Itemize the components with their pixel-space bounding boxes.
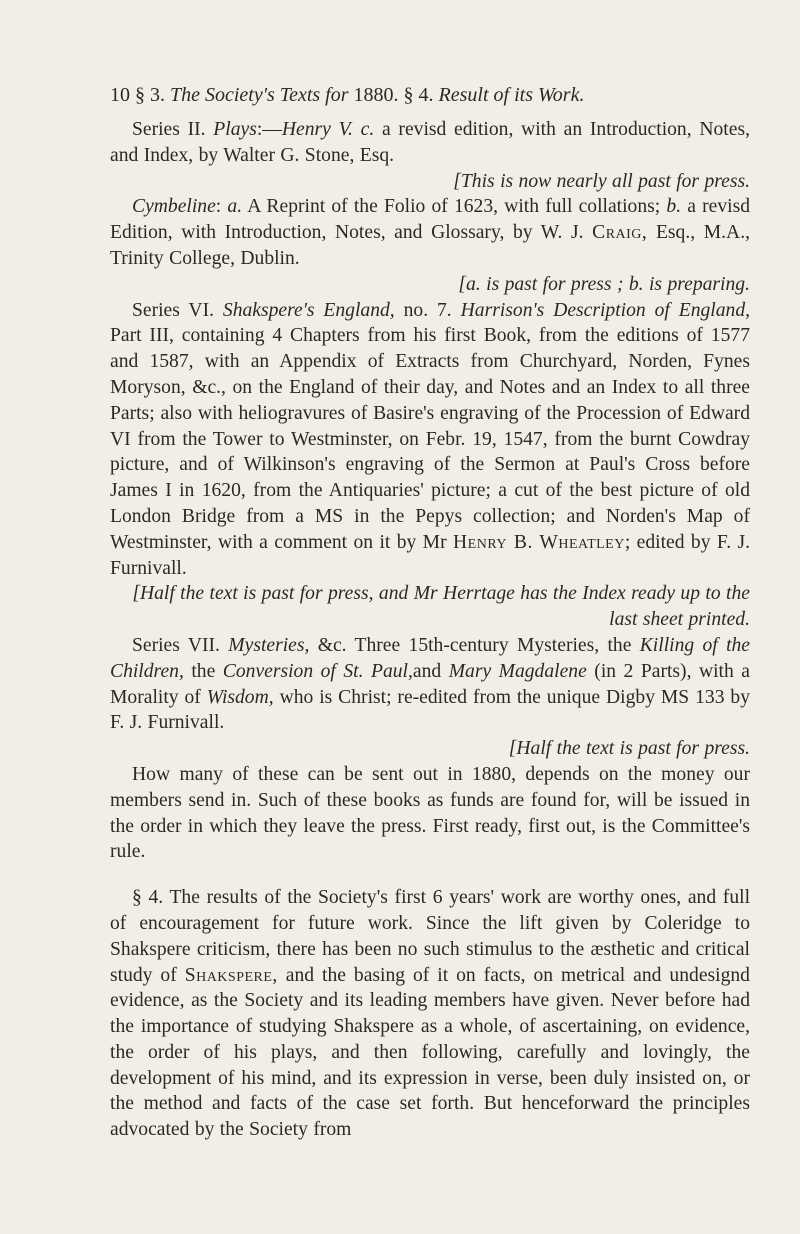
cymbeline-paragraph: Cymbeline: a. A Reprint of the Folio of 1623, with full collations; b. a revisd Edition, with Introduction, Notes, and Glossary, by W. J. Craig, Esq., M.A., Trinity College, Dublin. [a. is past for press ; b. is preparing. [110, 194, 750, 297]
series-7-paragraph [110, 633, 750, 762]
series-6-paragraph [110, 298, 750, 633]
section-gap [110, 865, 750, 885]
body-text [110, 117, 750, 1143]
wisdom-title: Wisdom, [206, 686, 274, 708]
word-and: and [412, 660, 442, 682]
wheatley-name: Henry B. Wheatley [453, 531, 625, 553]
cym-end: Esq., M.A., Trinity College, Dublin. [110, 222, 750, 269]
series-7-text-2: (in 2 Parts), with a Morality of [110, 660, 750, 708]
henry-c: c. [360, 119, 375, 140]
header-title-right: Result of its Work. [438, 84, 585, 106]
cym-a-text: A Reprint of the Folio of 1623, with full collations; [247, 196, 661, 218]
shakspere-england-title: Shakspere's England, [222, 299, 395, 321]
section-4-paragraph [110, 885, 750, 1143]
section-mark: § 3. [135, 84, 165, 106]
word-the: the [191, 660, 216, 682]
plays-title: Plays [213, 119, 257, 140]
series-2-paragraph: Series II. Plays:—Henry V. c. a revisd edition, with an Introduction, Notes, and Index, by Walter G. Stone, Esq. [This is now nearly all past for press. [110, 117, 750, 194]
cym-b: b. [666, 196, 682, 218]
how-many-paragraph: How many of these can be sent out in 1880, depends on the money our members send in. Such of these books as funds are found for, will be issued in the order in which they leave the press. First ready, first out, is the Committee's rule. [110, 763, 750, 863]
mysteries-title: Mysteries, [228, 634, 310, 656]
page-number: 10 [110, 84, 130, 106]
series-6-no: no. 7. [403, 299, 452, 321]
series-6-text-end: ; edited by F. J. Furnivall. [110, 531, 750, 579]
henry-text: a revisd edition, with an Introduction, Notes, and Index, by Walter G. Stone, Esq. [110, 119, 750, 166]
killing-title: Killing of the Children, [110, 634, 751, 682]
running-header [110, 82, 750, 108]
henry-title: Henry V. [281, 119, 353, 140]
cym-a: a. [227, 196, 243, 218]
craig-name: Craig, [592, 222, 648, 244]
henry-note: [This is now nearly all past for press. [453, 170, 750, 192]
section-4-text-2: and the basing of it on facts, on metrical and undesignd evidence, as the Society and its leading members have given. Never before had the importance of studying Shakspere as a whole, of ascertaining, on evidence, the order of his plays, and then following, carefully and lovingly, the development of his mind, and its expression in verse, been duly insisted on, or the method and facts of the case set forth. But henceforward the principles advocated by the Society from [110, 964, 750, 1141]
section-mark-2: § 4. [403, 84, 434, 106]
series-6-note: [Half the text is past for press, and Mr Herrtage has the Index ready up to the last sheet printed. [132, 583, 750, 631]
series-6-text: Part III, containing 4 Chapters from his first Book, from the editions of 1577 and 1587, with an Appendix of Extracts from Churchyard, Norden, Fynes Moryson, &c., on the England of their day, and Notes and an Index to all three Parts; also with heliogravures of Basire's engraving of the Procession of Edward VI from the Tower to Westminster, on Febr. 19, 1547, from the burnt Cowdray picture, and of Wilkinson's engraving of the Sermon at Paul's Cross before James I in 1620, from the Antiquaries' picture; a cut of the best picture of old London Bridge from a MS in the Pepys collection; and Norden's Map of Westminster, with a comment on it by Mr [110, 325, 750, 553]
harrison-title: Harrison's Description of England, [460, 299, 751, 321]
series-7-label: Series VII. [132, 634, 220, 656]
series-7-text-3: who is Christ; re-edited from the unique Digby MS 133 by F. J. Furnivall. [110, 686, 750, 734]
series-7-text: &c. Three 15th-century Mysteries, the [317, 634, 632, 656]
cymbeline-note: [a. is past for press ; b. is preparing. [458, 273, 750, 295]
section-4-text: The results of the Society's first 6 years' work are worthy ones, and full of encouragement for future work. Since the lift given by Coleridge to Shakspere criticism, there has been no such stimulus to the æsthetic and critical study of [110, 887, 751, 986]
series-6-label: Series VI. [132, 299, 214, 321]
cymbeline-title: Cymbeline [132, 196, 216, 218]
conversion-title: Conversion of St. Paul, [222, 660, 413, 682]
header-title-left: The Society's Texts for [170, 84, 349, 106]
section-4-mark: § 4. [132, 887, 164, 909]
shakspere-name: Shakspere, [184, 964, 278, 986]
series-2-label: Series II. [132, 119, 206, 140]
header-year: 1880. [353, 84, 399, 106]
series-7-note: [Half the text is past for press. [508, 738, 750, 760]
cym-b-text: a revisd Edition, with Introduction, Notes, and Glossary, by W. J. [110, 196, 751, 244]
mary-title: Mary Magdalene [448, 660, 587, 682]
